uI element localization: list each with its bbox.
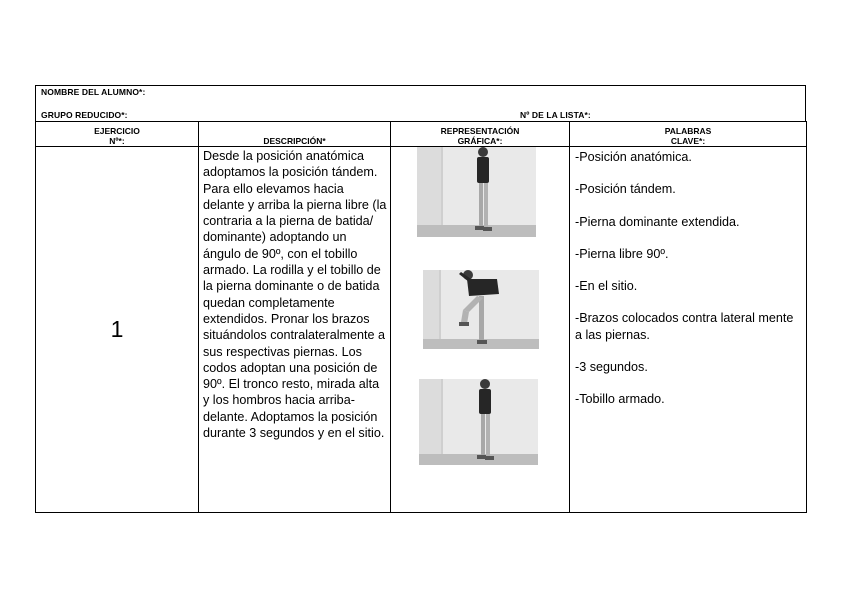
col-exercise-line2: Nº*: xyxy=(109,136,125,146)
keywords-cell xyxy=(570,147,807,513)
col-representation xyxy=(391,122,570,147)
standing-photo-1 xyxy=(417,147,536,237)
col-representation-line1: REPRESENTACIÓN xyxy=(440,126,520,136)
keyword-item: -Posición tándem. xyxy=(575,182,676,197)
col-representation-line2: GRÁFICA*: xyxy=(457,136,503,146)
form-header xyxy=(35,85,806,121)
keyword-item: -Tobillo armado. xyxy=(575,392,665,407)
exercise-table xyxy=(35,121,807,513)
student-name-label: NOMBRE DEL ALUMNO*: xyxy=(41,87,146,97)
col-keywords-line1: PALABRAS xyxy=(664,126,712,136)
col-exercise-line1: EJERCICIO xyxy=(94,126,140,136)
exercise-description: Desde la posición anatómica adoptamos la posición tándem. Para ello elevamos hacia delante y arriba la pierna libre (la contraria a la pierna de batida/ dominante) adoptando un ángulo de 90º, con el tobillo armado. La rodilla y el tobillo de la pierna dominante o de batida quedan completamente extendidos. Pronar los brazos situándolos contralateralmente a sus respectivas piernas. Los codos adoptan una posición de 90º. El tronco resto, mirada alta y los hombros hacia arriba-delante. Adoptamos la posición durante 3 segundos y en el sitio. xyxy=(199,147,391,513)
keyword-item: -Posición anatómica. xyxy=(575,150,692,164)
group-label: GRUPO REDUCIDO*: xyxy=(41,110,128,120)
keyword-item: -Brazos colocados contra lateral mente a las piernas. xyxy=(575,311,794,342)
list-number-label: Nº DE LA LISTA*: xyxy=(520,110,591,120)
col-keywords-line2: CLAVE*: xyxy=(670,136,706,146)
standing-photo-2 xyxy=(419,379,538,465)
col-exercise xyxy=(36,122,199,147)
keyword-item: -En el sitio. xyxy=(575,279,638,294)
keyword-item: -Pierna libre 90º. xyxy=(575,246,669,261)
keyword-item: -Pierna dominante extendida. xyxy=(575,214,740,229)
graphic-representation xyxy=(391,147,570,513)
col-keywords xyxy=(570,122,807,147)
exercise-row xyxy=(36,147,807,513)
exercise-form xyxy=(35,85,806,513)
column-header-row xyxy=(36,122,807,147)
keyword-item: -3 segundos. xyxy=(575,360,648,375)
tandem-photo xyxy=(423,270,539,349)
exercise-number: 1 xyxy=(36,147,199,513)
col-description-label: DESCRIPCIÓN* xyxy=(263,136,326,146)
col-description xyxy=(199,122,391,147)
